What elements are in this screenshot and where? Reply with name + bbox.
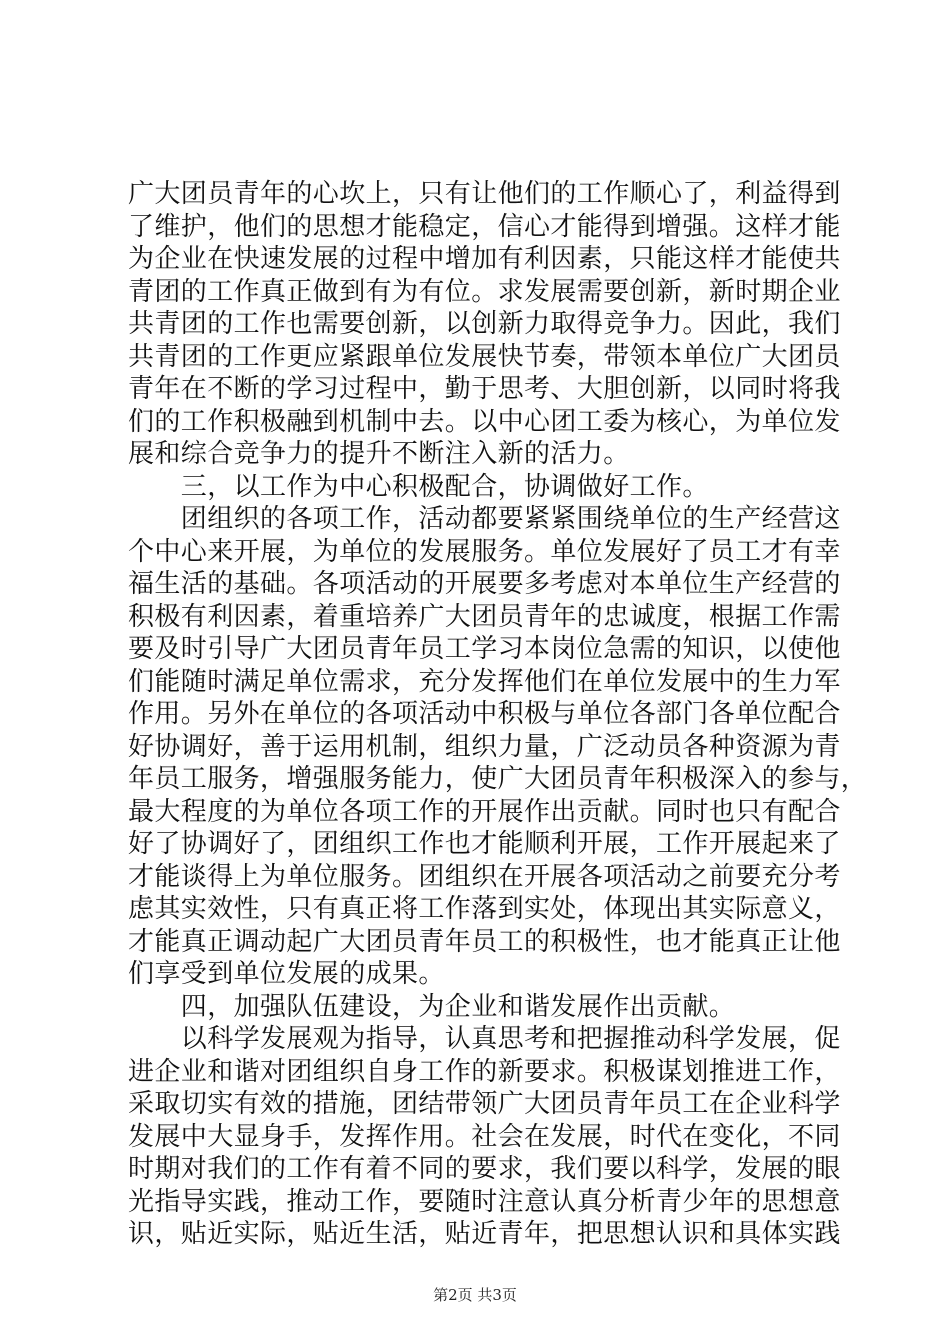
text-line: 时期对我们的工作有着不同的要求，我们要以科学，发展的眼 [128, 1154, 841, 1184]
text-line: 采取切实有效的措施，团结带领广大团员青年员工在企业科学 [128, 1089, 841, 1119]
text-line: 青团的工作真正做到有为有位。求发展需要创新，新时期企业 [128, 276, 841, 307]
text-line: 共青团的工作更应紧跟单位发展快节奏，带领本单位广大团员 [128, 341, 841, 372]
text-line: 们享受到单位发展的成果。 [128, 959, 445, 989]
text-line: 个中心来开展，为单位的发展服务。单位发展好了员工才有幸 [128, 536, 841, 567]
text-line: 广大团员青年的心坎上，只有让他们的工作顺心了，利益得到 [128, 179, 841, 209]
section-heading: 三，以工作为中心积极配合，协调做好工作。 [128, 471, 709, 502]
text-line: 们的工作积极融到机制中去。以中心团工委为核心，为单位发 [128, 406, 841, 437]
text-line: 共青团的工作也需要创新，以创新力取得竞争力。因此，我们 [128, 309, 841, 339]
text-line: 发展中大显身手，发挥作用。社会在发展，时代在变化，不同 [128, 1121, 841, 1152]
text-line: 作用。另外在单位的各项活动中积极与单位各部门各单位配合 [128, 699, 841, 729]
text-line: 才能真正调动起广大团员青年员工的积极性，也才能真正让他 [128, 926, 841, 957]
text-line: 了维护，他们的思想才能稳定，信心才能得到增强。这样才能 [128, 211, 841, 242]
text-line: 团组织的各项工作，活动都要紧紧围绕单位的生产经营这 [128, 504, 841, 534]
text-line: 好了协调好了，团组织工作也才能顺利开展，工作开展起来了 [128, 829, 841, 859]
text-line: 为企业在快速发展的过程中增加有利因素，只能这样才能使共 [128, 244, 841, 274]
text-line: 青年在不断的学习过程中，勤于思考、大胆创新，以同时将我 [128, 374, 841, 404]
text-line: 福生活的基础。各项活动的开展要多考虑对本单位生产经营的 [128, 569, 841, 599]
text-line: 识，贴近实际，贴近生活，贴近青年，把思想认识和具体实践 [128, 1219, 841, 1249]
section-heading: 四，加强队伍建设，为企业和谐发展作出贡献。 [128, 991, 736, 1022]
text-line: 以科学发展观为指导，认真思考和把握推动科学发展，促 [128, 1024, 841, 1054]
text-line: 最大程度的为单位各项工作的开展作出贡献。同时也只有配合 [128, 796, 841, 827]
document-body [128, 178, 868, 1251]
text-line: 年员工服务，增强服务能力，使广大团员青年积极深入的参与， [128, 764, 868, 794]
text-line: 进企业和谐对团组织自身工作的新要求。积极谋划推进工作， [128, 1056, 841, 1087]
text-line: 要及时引导广大团员青年员工学习本岗位急需的知识，以使他 [128, 634, 841, 664]
text-line: 才能谈得上为单位服务。团组织在开展各项活动之前要充分考 [128, 861, 841, 892]
text-line: 光指导实践，推动工作，要随时注意认真分析青少年的思想意 [128, 1186, 841, 1217]
text-line: 展和综合竞争力的提升不断注入新的活力。 [128, 439, 630, 469]
text-line: 虑其实效性，只有真正将工作落到实处，体现出其实际意义， [128, 894, 841, 924]
text-line: 好协调好，善于运用机制，组织力量，广泛动员各种资源为青 [128, 731, 841, 762]
text-line: 积极有利因素，着重培养广大团员青年的忠诚度，根据工作需 [128, 601, 841, 632]
text-line: 们能随时满足单位需求，充分发挥他们在单位发展中的生力军 [128, 666, 841, 697]
page-number-footer: 第2页 共3页 [433, 1286, 517, 1304]
